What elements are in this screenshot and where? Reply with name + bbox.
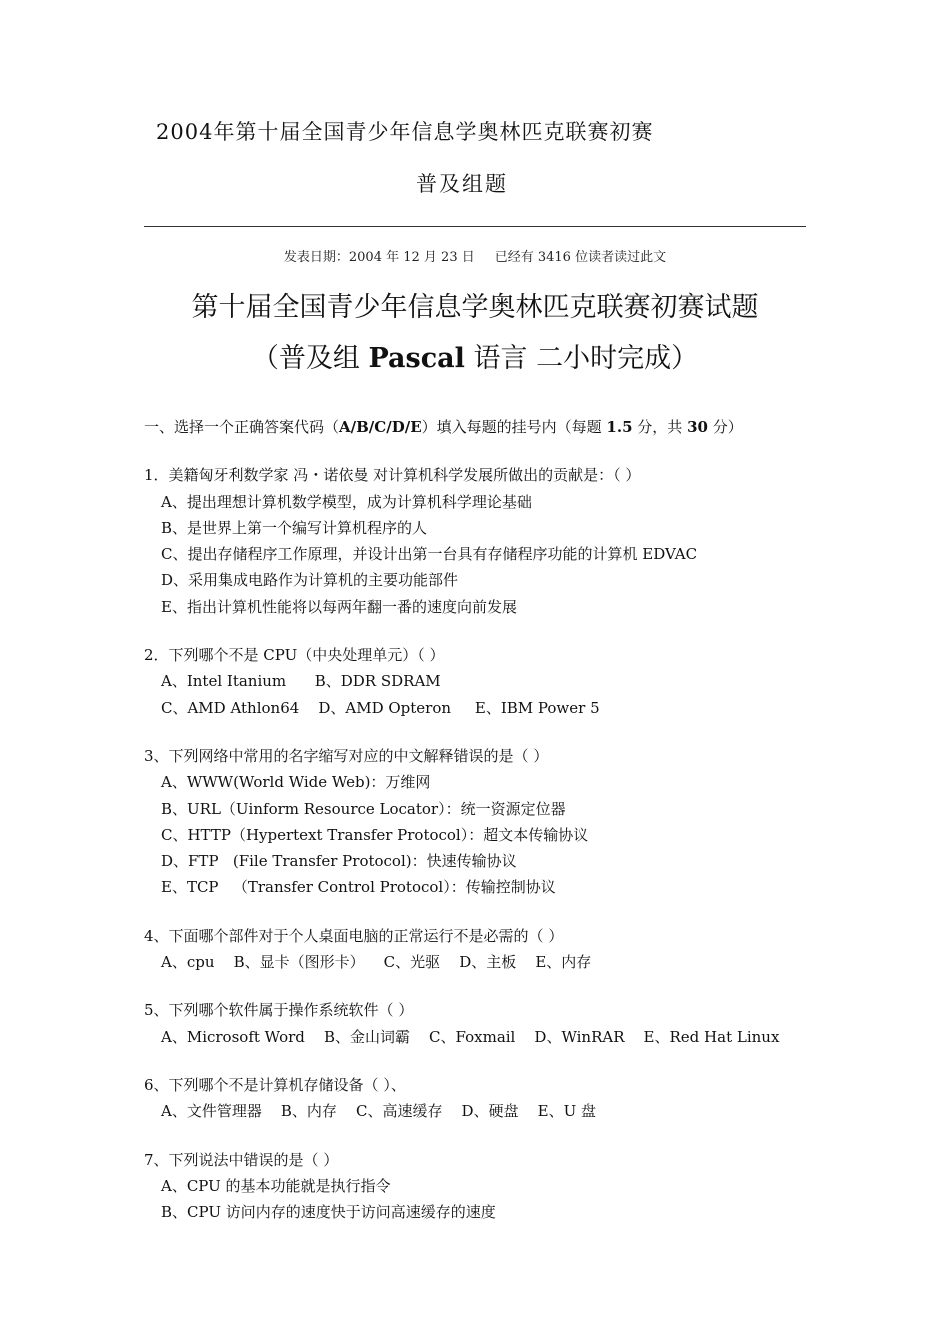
question-2-options-row1: A、Intel Itanium B、DDR SDRAM: [161, 672, 441, 691]
question-2-stem: 2．下列哪个不是 CPU（中央处理单元）（ ）: [144, 646, 445, 665]
exam-subtitle: （普及组 Pascal 语言 二小时完成）: [251, 343, 699, 374]
question-3-option-c: C、HTTP（Hypertext Transfer Protocol）：超文本传输协议: [161, 825, 589, 844]
publish-date: 发表日期：2004 年 12 月 23 日: [283, 250, 475, 265]
question-1-option-b: B、是世界上第一个编写计算机程序的人: [161, 518, 428, 537]
question-body: [144, 414, 824, 1225]
question-3-option-e: E、TCP （Transfer Control Protocol）：传输控制协议: [161, 878, 556, 897]
question-3-option-b: B、URL（Uinform Resource Locator）：统一资源定位器: [161, 799, 566, 818]
question-7-option-a: A、CPU 的基本功能就是执行指令: [161, 1176, 391, 1195]
question-3-stem: 3、下列网络中常用的名字缩写对应的中文解释错误的是（ ）: [144, 746, 549, 765]
section-instructions: 一、选择一个正确答案代码（A/B/C/D/E）填入每题的挂号内（每题 1.5 分，共 30 分）: [144, 418, 743, 436]
question-1-stem: 1．美籍匈牙利数学家 冯・诺依曼 对计算机科学发展所做出的贡献是：（ ）: [144, 466, 641, 485]
header-subtitle: 普及组题: [416, 172, 508, 196]
exam-title: 第十届全国青少年信息学奥林匹克联赛初赛试题: [191, 292, 759, 323]
question-3-option-a: A、WWW(World Wide Web)：万维网: [161, 773, 431, 792]
question-1-option-d: D、采用集成电路作为计算机的主要功能部件: [161, 571, 459, 590]
question-5-stem: 5、下列哪个软件属于操作系统软件（ ）: [144, 1001, 414, 1020]
question-4-options: A、cpu B、显卡（图形卡） C、光驱 D、主板 E、内存: [161, 953, 592, 972]
question-1-option-c: C、提出存储程序工作原理，并设计出第一台具有存储程序功能的计算机 EDVAC: [161, 545, 698, 564]
question-4-stem: 4、下面哪个部件对于个人桌面电脑的正常运行不是必需的（ ）: [144, 926, 564, 945]
question-6-options: A、文件管理器 B、内存 C、高速缓存 D、硬盘 E、U 盘: [161, 1102, 597, 1121]
question-1-option-a: A、提出理想计算机数学模型，成为计算机科学理论基础: [161, 492, 532, 511]
question-1-option-e: E、指出计算机性能将以每两年翻一番的速度向前发展: [161, 597, 517, 616]
question-7-option-b: B、CPU 访问内存的速度快于访问高速缓存的速度: [161, 1203, 496, 1222]
reader-count: 已经有 3416 位读者读过此文: [494, 250, 667, 265]
publish-meta: [0, 246, 950, 265]
question-2-options-row2: C、AMD Athlon64 D、AMD Opteron E、IBM Power 5: [161, 698, 600, 717]
header-divider: [144, 226, 806, 227]
question-3-option-d: D、FTP (File Transfer Protocol)：快速传输协议: [161, 852, 517, 871]
question-5-options: A、Microsoft Word B、金山词霸 C、Foxmail D、WinRAR E、Red Hat Linux: [161, 1027, 780, 1046]
question-7-stem: 7、下列说法中错误的是（ ）: [144, 1150, 339, 1169]
question-6-stem: 6、下列哪个不是计算机存储设备（ ）、: [144, 1075, 406, 1094]
header-title: 2004年第十届全国青少年信息学奥林匹克联赛初赛: [156, 120, 654, 144]
